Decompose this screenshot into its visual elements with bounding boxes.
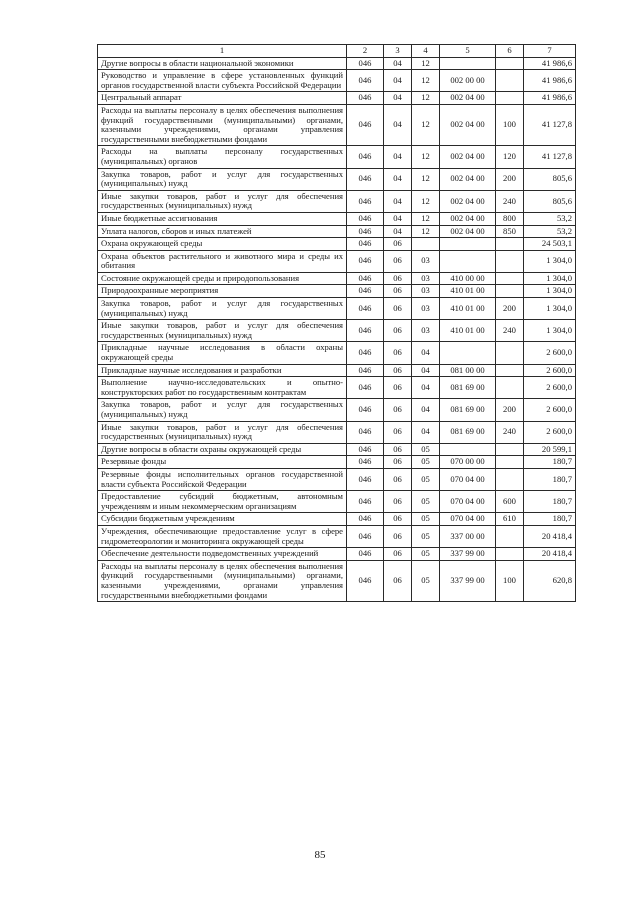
table-row (98, 320, 576, 342)
target-article-cell: 081 69 00 (440, 399, 496, 421)
target-article-cell: 081 00 00 (440, 364, 496, 377)
row-name-cell: Резервные фонды (98, 456, 347, 469)
target-article-cell: 410 01 00 (440, 285, 496, 298)
subsection-cell: 05 (412, 513, 440, 526)
column-header-4: 4 (412, 45, 440, 58)
amount-cell: 1 304,0 (524, 320, 576, 342)
row-name-cell: Иные закупки товаров, работ и услуг для обеспечения государственных (муниципальных) нужд (98, 421, 347, 443)
expense-type-cell: 600 (496, 491, 524, 513)
row-name-cell: Учреждения, обеспечивающие предоставление услуг в сфере гидрометеорологии и мониторинга окружающей среды (98, 525, 347, 547)
amount-cell: 180,7 (524, 456, 576, 469)
table-row (98, 456, 576, 469)
section-cell: 04 (384, 168, 412, 190)
expense-type-cell (496, 468, 524, 490)
subsection-cell: 03 (412, 272, 440, 285)
amount-cell: 2 600,0 (524, 342, 576, 364)
subsection-cell: 12 (412, 146, 440, 168)
gr-code-cell: 046 (347, 250, 384, 272)
section-cell: 06 (384, 513, 412, 526)
gr-code-cell: 046 (347, 548, 384, 561)
subsection-cell: 05 (412, 443, 440, 456)
column-header-5: 5 (440, 45, 496, 58)
subsection-cell: 12 (412, 92, 440, 105)
amount-cell: 620,8 (524, 560, 576, 601)
table-row (98, 225, 576, 238)
section-cell: 06 (384, 272, 412, 285)
target-article-cell: 410 01 00 (440, 298, 496, 320)
expense-type-cell: 850 (496, 225, 524, 238)
target-article-cell: 410 01 00 (440, 320, 496, 342)
amount-cell: 20 418,4 (524, 548, 576, 561)
table-row (98, 364, 576, 377)
gr-code-cell: 046 (347, 491, 384, 513)
row-name-cell: Резервные фонды исполнительных органов государственной власти субъекта Российской Федерации (98, 468, 347, 490)
expense-type-cell (496, 525, 524, 547)
expense-type-cell: 240 (496, 421, 524, 443)
target-article-cell: 070 04 00 (440, 513, 496, 526)
expense-type-cell: 120 (496, 146, 524, 168)
table-row (98, 212, 576, 225)
row-name-cell: Другие вопросы в области охраны окружающей среды (98, 443, 347, 456)
section-cell: 04 (384, 225, 412, 238)
row-name-cell: Субсидии бюджетным учреждениям (98, 513, 347, 526)
subsection-cell: 05 (412, 525, 440, 547)
subsection-cell: 12 (412, 70, 440, 92)
table-row (98, 298, 576, 320)
table-row (98, 168, 576, 190)
amount-cell: 20 599,1 (524, 443, 576, 456)
expense-type-cell (496, 272, 524, 285)
expense-type-cell (496, 377, 524, 399)
gr-code-cell: 046 (347, 320, 384, 342)
row-name-cell: Обеспечение деятельности подведомственных учреждений (98, 548, 347, 561)
table-row (98, 70, 576, 92)
table-row (98, 272, 576, 285)
table-row (98, 468, 576, 490)
expense-type-cell (496, 285, 524, 298)
target-article-cell: 081 69 00 (440, 421, 496, 443)
row-name-cell: Состояние окружающей среды и природопользования (98, 272, 347, 285)
gr-code-cell: 046 (347, 443, 384, 456)
subsection-cell: 04 (412, 377, 440, 399)
subsection-cell: 05 (412, 560, 440, 601)
column-header-1: 1 (98, 45, 347, 58)
section-cell: 06 (384, 456, 412, 469)
row-name-cell: Закупка товаров, работ и услуг для государственных (муниципальных) нужд (98, 298, 347, 320)
gr-code-cell: 046 (347, 468, 384, 490)
amount-cell: 20 418,4 (524, 525, 576, 547)
row-name-cell: Центральный аппарат (98, 92, 347, 105)
subsection-cell (412, 238, 440, 251)
row-name-cell: Природоохранные мероприятия (98, 285, 347, 298)
expense-type-cell (496, 92, 524, 105)
gr-code-cell: 046 (347, 342, 384, 364)
row-name-cell: Расходы на выплаты персоналу в целях обеспечения выполнения функций государственными (муниципальными) органами, казенными учреждениями, органами управления государственными внебюджетными фондами (98, 560, 347, 601)
section-cell: 06 (384, 468, 412, 490)
table-row (98, 491, 576, 513)
table-row (98, 238, 576, 251)
section-cell: 06 (384, 491, 412, 513)
subsection-cell: 03 (412, 285, 440, 298)
row-name-cell: Иные бюджетные ассигнования (98, 212, 347, 225)
gr-code-cell: 046 (347, 225, 384, 238)
expense-type-cell: 200 (496, 298, 524, 320)
row-name-cell: Охрана объектов растительного и животного мира и среды их обитания (98, 250, 347, 272)
row-name-cell: Руководство и управление в сфере установленных функций органов государственной власти субъекта Российской Федерации (98, 70, 347, 92)
expense-type-cell (496, 70, 524, 92)
amount-cell: 1 304,0 (524, 250, 576, 272)
page-number: 85 (314, 849, 326, 861)
expense-type-cell: 100 (496, 104, 524, 145)
target-article-cell: 410 00 00 (440, 272, 496, 285)
expense-type-cell: 800 (496, 212, 524, 225)
gr-code-cell: 046 (347, 104, 384, 145)
amount-cell: 2 600,0 (524, 364, 576, 377)
row-name-cell: Закупка товаров, работ и услуг для государственных (муниципальных) нужд (98, 399, 347, 421)
table-row (98, 377, 576, 399)
target-article-cell: 337 99 00 (440, 560, 496, 601)
subsection-cell: 12 (412, 190, 440, 212)
table-row (98, 92, 576, 105)
amount-cell: 41 986,6 (524, 57, 576, 70)
subsection-cell: 04 (412, 364, 440, 377)
section-cell: 06 (384, 285, 412, 298)
target-article-cell: 337 99 00 (440, 548, 496, 561)
table-row (98, 190, 576, 212)
section-cell: 06 (384, 298, 412, 320)
section-cell: 06 (384, 421, 412, 443)
column-header-7: 7 (524, 45, 576, 58)
target-article-cell: 070 04 00 (440, 468, 496, 490)
section-cell: 06 (384, 525, 412, 547)
gr-code-cell: 046 (347, 212, 384, 225)
expense-type-cell (496, 342, 524, 364)
amount-cell: 24 503,1 (524, 238, 576, 251)
subsection-cell: 03 (412, 250, 440, 272)
amount-cell: 41 986,6 (524, 92, 576, 105)
expense-type-cell: 200 (496, 168, 524, 190)
subsection-cell: 12 (412, 104, 440, 145)
gr-code-cell: 046 (347, 57, 384, 70)
target-article-cell: 002 04 00 (440, 225, 496, 238)
section-cell: 04 (384, 212, 412, 225)
subsection-cell: 12 (412, 225, 440, 238)
table-row (98, 285, 576, 298)
target-article-cell: 081 69 00 (440, 377, 496, 399)
section-cell: 04 (384, 104, 412, 145)
expense-type-cell: 100 (496, 560, 524, 601)
row-name-cell: Выполнение научно-исследовательских и опытно-конструкторских работ по государственным контрактам (98, 377, 347, 399)
subsection-cell: 05 (412, 468, 440, 490)
document-page (97, 44, 575, 602)
target-article-cell: 002 04 00 (440, 168, 496, 190)
amount-cell: 41 127,8 (524, 146, 576, 168)
section-cell: 04 (384, 70, 412, 92)
amount-cell: 180,7 (524, 491, 576, 513)
section-cell: 06 (384, 548, 412, 561)
row-name-cell: Расходы на выплаты персоналу в целях обеспечения выполнения функций государственными (муниципальными) органами, казенными учреждениями, органами управления государственными внебюджетными фондами (98, 104, 347, 145)
subsection-cell: 03 (412, 298, 440, 320)
gr-code-cell: 046 (347, 238, 384, 251)
amount-cell: 1 304,0 (524, 298, 576, 320)
section-cell: 04 (384, 190, 412, 212)
gr-code-cell: 046 (347, 513, 384, 526)
gr-code-cell: 046 (347, 168, 384, 190)
table-row (98, 342, 576, 364)
subsection-cell: 04 (412, 399, 440, 421)
subsection-cell: 12 (412, 168, 440, 190)
target-article-cell (440, 57, 496, 70)
target-article-cell (440, 238, 496, 251)
expense-type-cell: 240 (496, 320, 524, 342)
amount-cell: 2 600,0 (524, 421, 576, 443)
column-header-6: 6 (496, 45, 524, 58)
row-name-cell: Предоставление субсидий бюджетным, автономным учреждениям и иным некоммерческим организациям (98, 491, 347, 513)
gr-code-cell: 046 (347, 298, 384, 320)
target-article-cell (440, 443, 496, 456)
section-cell: 06 (384, 443, 412, 456)
section-cell: 06 (384, 364, 412, 377)
gr-code-cell: 046 (347, 70, 384, 92)
row-name-cell: Охрана окружающей среды (98, 238, 347, 251)
table-row (98, 421, 576, 443)
table-row (98, 399, 576, 421)
row-name-cell: Прикладные научные исследования и разработки (98, 364, 347, 377)
amount-cell: 53,2 (524, 225, 576, 238)
amount-cell: 805,6 (524, 168, 576, 190)
row-name-cell: Прикладные научные исследования в области охраны окружающей среды (98, 342, 347, 364)
amount-cell: 2 600,0 (524, 399, 576, 421)
row-name-cell: Расходы на выплаты персоналу государственных (муниципальных) органов (98, 146, 347, 168)
gr-code-cell: 046 (347, 421, 384, 443)
table-row (98, 57, 576, 70)
amount-cell: 1 304,0 (524, 285, 576, 298)
subsection-cell: 03 (412, 320, 440, 342)
gr-code-cell: 046 (347, 146, 384, 168)
gr-code-cell: 046 (347, 456, 384, 469)
column-header-3: 3 (384, 45, 412, 58)
amount-cell: 53,2 (524, 212, 576, 225)
gr-code-cell: 046 (347, 377, 384, 399)
gr-code-cell: 046 (347, 525, 384, 547)
table-header-row (98, 45, 576, 58)
target-article-cell (440, 250, 496, 272)
target-article-cell: 002 04 00 (440, 190, 496, 212)
subsection-cell: 04 (412, 421, 440, 443)
section-cell: 06 (384, 342, 412, 364)
subsection-cell: 05 (412, 491, 440, 513)
expense-type-cell (496, 364, 524, 377)
subsection-cell: 05 (412, 456, 440, 469)
section-cell: 06 (384, 377, 412, 399)
table-row (98, 443, 576, 456)
table-body (98, 57, 576, 602)
column-header-2: 2 (347, 45, 384, 58)
section-cell: 04 (384, 146, 412, 168)
amount-cell: 41 986,6 (524, 70, 576, 92)
amount-cell: 1 304,0 (524, 272, 576, 285)
gr-code-cell: 046 (347, 92, 384, 105)
table-row (98, 146, 576, 168)
table-row (98, 525, 576, 547)
section-cell: 06 (384, 320, 412, 342)
gr-code-cell: 046 (347, 364, 384, 377)
budget-table (97, 44, 576, 602)
row-name-cell: Иные закупки товаров, работ и услуг для обеспечения государственных (муниципальных) нужд (98, 190, 347, 212)
expense-type-cell: 200 (496, 399, 524, 421)
amount-cell: 180,7 (524, 513, 576, 526)
expense-type-cell: 240 (496, 190, 524, 212)
target-article-cell: 337 00 00 (440, 525, 496, 547)
target-article-cell: 070 04 00 (440, 491, 496, 513)
expense-type-cell (496, 548, 524, 561)
section-cell: 06 (384, 250, 412, 272)
gr-code-cell: 046 (347, 190, 384, 212)
gr-code-cell: 046 (347, 272, 384, 285)
row-name-cell: Уплата налогов, сборов и иных платежей (98, 225, 347, 238)
section-cell: 04 (384, 92, 412, 105)
expense-type-cell (496, 238, 524, 251)
amount-cell: 2 600,0 (524, 377, 576, 399)
section-cell: 06 (384, 238, 412, 251)
target-article-cell: 002 00 00 (440, 70, 496, 92)
target-article-cell: 002 04 00 (440, 212, 496, 225)
gr-code-cell: 046 (347, 399, 384, 421)
amount-cell: 41 127,8 (524, 104, 576, 145)
target-article-cell: 002 04 00 (440, 104, 496, 145)
row-name-cell: Закупка товаров, работ и услуг для государственных (муниципальных) нужд (98, 168, 347, 190)
table-row (98, 250, 576, 272)
gr-code-cell: 046 (347, 285, 384, 298)
subsection-cell: 12 (412, 212, 440, 225)
expense-type-cell: 610 (496, 513, 524, 526)
row-name-cell: Другие вопросы в области национальной экономики (98, 57, 347, 70)
subsection-cell: 12 (412, 57, 440, 70)
target-article-cell: 070 00 00 (440, 456, 496, 469)
amount-cell: 805,6 (524, 190, 576, 212)
amount-cell: 180,7 (524, 468, 576, 490)
subsection-cell: 05 (412, 548, 440, 561)
subsection-cell: 04 (412, 342, 440, 364)
section-cell: 06 (384, 560, 412, 601)
row-name-cell: Иные закупки товаров, работ и услуг для обеспечения государственных (муниципальных) нужд (98, 320, 347, 342)
target-article-cell: 002 04 00 (440, 146, 496, 168)
table-row (98, 560, 576, 601)
expense-type-cell (496, 57, 524, 70)
expense-type-cell (496, 456, 524, 469)
table-row (98, 104, 576, 145)
table-row (98, 548, 576, 561)
expense-type-cell (496, 250, 524, 272)
section-cell: 06 (384, 399, 412, 421)
gr-code-cell: 046 (347, 560, 384, 601)
target-article-cell (440, 342, 496, 364)
expense-type-cell (496, 443, 524, 456)
table-row (98, 513, 576, 526)
section-cell: 04 (384, 57, 412, 70)
target-article-cell: 002 04 00 (440, 92, 496, 105)
